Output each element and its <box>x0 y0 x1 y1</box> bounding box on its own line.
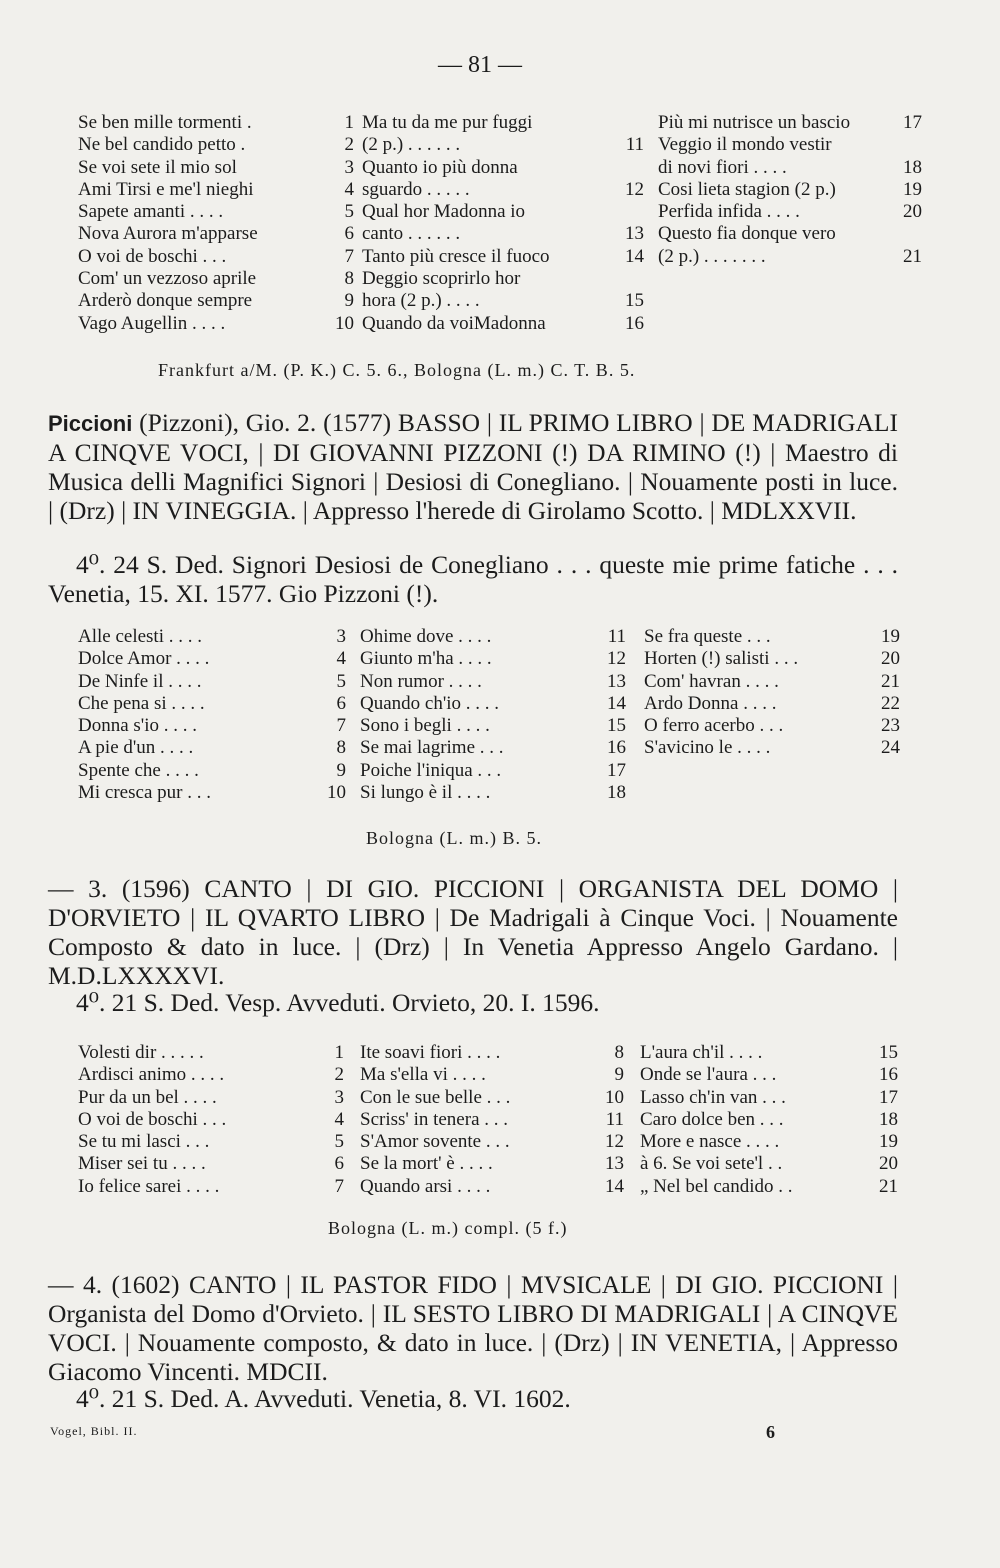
row-number: 13 <box>625 223 644 245</box>
row-title: Ite soavi fiori . . . . <box>360 1042 501 1063</box>
row-title: Quando da voiMadonna <box>362 312 546 334</box>
row-number: 18 <box>879 1108 898 1130</box>
table-row <box>78 1064 344 1086</box>
row-title: Tanto più cresce il fuoco <box>362 245 550 267</box>
row-number: 11 <box>607 626 626 647</box>
row-title: Veggio il mondo vestir <box>658 134 832 156</box>
table-row <box>78 760 346 782</box>
row-title: (2 p.) . . . . . . . <box>658 245 766 267</box>
citation-1: Frankfurt a/M. (P. K.) C. 5. 6., Bologna (L. m.) C. T. B. 5. <box>158 360 636 380</box>
row-title: Com' havran . . . . <box>644 670 779 692</box>
table-row <box>640 1109 898 1131</box>
row-number: 9 <box>344 290 354 312</box>
row-title: Sono i begli . . . . <box>360 715 490 737</box>
row-number <box>640 157 644 179</box>
table-row <box>360 1131 624 1153</box>
row-title: Quanto io più donna <box>362 156 518 178</box>
row-title: Ne bel candido petto . <box>78 134 246 156</box>
row-number: 14 <box>607 692 626 714</box>
row-title: Pur da un bel . . . . <box>78 1086 217 1108</box>
row-number: 16 <box>625 312 644 334</box>
table-row <box>644 626 900 648</box>
row-number: 4 <box>344 178 354 200</box>
table-row <box>78 201 354 223</box>
row-number: 1 <box>344 112 354 133</box>
table-row <box>78 157 354 179</box>
table-row <box>658 112 922 134</box>
table-row <box>640 1176 898 1198</box>
row-number: 10 <box>605 1086 624 1108</box>
row-title: Vago Augellin . . . . <box>78 312 226 334</box>
table-column-2 <box>362 112 644 335</box>
row-title: Quando arsi . . . . <box>360 1175 491 1197</box>
row-number: 18 <box>607 782 626 804</box>
table-row <box>78 1042 344 1064</box>
row-title: Ma s'ella vi . . . . <box>360 1064 486 1086</box>
table-row <box>78 693 346 715</box>
row-number <box>640 112 644 134</box>
table-row <box>362 268 644 290</box>
entry-lead-name: Piccioni <box>48 411 133 436</box>
contents-table-1 <box>78 112 922 335</box>
citation-3: Bologna (L. m.) compl. (5 f.) <box>328 1218 568 1238</box>
table-row <box>640 1042 898 1064</box>
row-number: 17 <box>879 1086 898 1108</box>
table-row <box>78 1087 344 1109</box>
row-title: More e nasce . . . . <box>640 1131 780 1153</box>
row-title: Dolce Amor . . . . <box>78 648 210 670</box>
table-row <box>658 201 922 223</box>
row-title: Si lungo è il . . . . <box>360 782 491 804</box>
row-title: Qual hor Madonna io <box>362 201 526 223</box>
row-title: Spente che . . . . <box>78 759 199 781</box>
table-row <box>360 1087 624 1109</box>
row-number: 23 <box>881 715 900 737</box>
contents-table-2 <box>78 626 900 804</box>
row-title: „ Nel bel candido . . <box>640 1175 793 1197</box>
row-number: 12 <box>607 648 626 670</box>
row-title: Scriss' in tenera . . . <box>360 1108 509 1130</box>
table-row <box>644 737 900 759</box>
table-column-3 <box>640 1042 898 1198</box>
row-number: 24 <box>881 737 900 759</box>
table-column-2 <box>360 1042 624 1198</box>
table-row <box>362 157 644 179</box>
row-title: Miser sei tu . . . . <box>78 1153 206 1175</box>
row-number: 3 <box>334 1086 344 1108</box>
table-row <box>644 648 900 670</box>
row-number: 11 <box>625 134 644 156</box>
row-number: 4 <box>336 648 346 670</box>
table-row <box>360 782 626 804</box>
row-title: Donna s'io . . . . <box>78 715 198 737</box>
row-title: Horten (!) salisti . . . <box>644 648 799 670</box>
row-title: Ardo Donna . . . . <box>644 692 777 714</box>
table-row <box>78 671 346 693</box>
row-number: 21 <box>903 245 922 267</box>
table-row <box>360 760 626 782</box>
table-row <box>362 179 644 201</box>
table-row <box>360 1042 624 1064</box>
row-number: 8 <box>344 268 354 290</box>
table-row <box>362 223 644 245</box>
table-row <box>640 1087 898 1109</box>
table-column-1 <box>78 1042 344 1198</box>
table-row <box>360 693 626 715</box>
table-row <box>644 693 900 715</box>
row-number <box>918 223 922 245</box>
table-columns <box>78 1042 898 1198</box>
table-row <box>78 268 354 290</box>
row-title: Nova Aurora m'apparse <box>78 223 258 245</box>
row-number: 16 <box>879 1064 898 1086</box>
row-number: 7 <box>334 1175 344 1197</box>
row-number: 21 <box>879 1175 898 1197</box>
table-column-1 <box>78 626 346 804</box>
table-row <box>658 179 922 201</box>
row-number: 2 <box>344 134 354 156</box>
table-row <box>78 179 354 201</box>
row-title: Ami Tirsi e me'l nieghi <box>78 178 254 200</box>
row-number: 7 <box>336 715 346 737</box>
table-row <box>78 1109 344 1131</box>
page-number: — 81 — <box>438 52 522 78</box>
footer-signature: Vogel, Bibl. II. <box>50 1424 138 1438</box>
row-number: 15 <box>607 715 626 737</box>
table-row <box>360 671 626 693</box>
row-title: Se la mort' è . . . . <box>360 1153 493 1175</box>
row-title: Cosi lieta stagion (2 p.) <box>658 178 836 200</box>
entry-format-3: 4⁰. 21 S. Ded. Vesp. Avveduti. Orvieto, 20. I. 1596. <box>76 988 600 1017</box>
row-number: 22 <box>881 692 900 714</box>
row-title: L'aura ch'il . . . . <box>640 1042 763 1063</box>
table-row <box>658 157 922 179</box>
row-number: 6 <box>334 1153 344 1175</box>
row-number: 15 <box>625 290 644 312</box>
row-title: Deggio scoprirlo hor <box>362 268 521 290</box>
row-title: Onde se l'aura . . . <box>640 1064 777 1086</box>
table-row <box>362 246 644 268</box>
row-title: Se voi sete il mio sol <box>78 156 237 178</box>
entry-text: (Pizzoni), Gio. 2. (1577) BASSO | IL PRIMO LIBRO | DE MADRIGALI A CINQVE VOCI, | DI GIOVANNI PIZZONI (!) DA RIMINO (!) | Maestro di Musica delli Magnifici Signori | Desiosi di Conegliano. | Nouamente posti in luce. | (Drz) | IN VINEGGIA. | Appresso l'herede di Girolamo Scotto. | MDLXXVII. <box>48 408 898 525</box>
table-row <box>78 737 346 759</box>
table-row <box>78 313 354 335</box>
table-row <box>658 246 922 268</box>
row-title: Caro dolce ben . . . <box>640 1108 784 1130</box>
row-title: Lasso ch'in van . . . <box>640 1086 786 1108</box>
row-number: 13 <box>605 1153 624 1175</box>
row-title: sguardo . . . . . <box>362 178 470 200</box>
contents-table-3 <box>78 1042 898 1198</box>
table-row <box>78 290 354 312</box>
entry-piccioni-3 <box>48 874 898 990</box>
table-row <box>640 1064 898 1086</box>
row-title: à 6. Se voi sete'l . . <box>640 1153 783 1175</box>
row-number: 6 <box>344 223 354 245</box>
table-row <box>78 715 346 737</box>
row-title: Più mi nutrisce un bascio <box>658 112 851 133</box>
table-row <box>360 1176 624 1198</box>
entry-piccioni-4 <box>48 1270 898 1386</box>
row-number: 5 <box>336 670 346 692</box>
table-row <box>362 134 644 156</box>
table-row <box>360 626 626 648</box>
table-row <box>362 313 644 335</box>
entry-text: — 4. (1602) CANTO | IL PASTOR FIDO | MVSICALE | DI GIO. PICCIONI | Organista del Domo d'Orvieto. | IL SESTO LIBRO DI MADRIGALI | A CINQVE VOCI. | Nouamente composto, & dato in luce. | (Drz) | IN VENETIA, | Appresso Giacomo Vincenti. MDCII. <box>48 1270 898 1386</box>
table-row <box>644 715 900 737</box>
row-title: hora (2 p.) . . . . <box>362 290 480 312</box>
row-number: 6 <box>336 692 346 714</box>
row-title: Perfida infida . . . . <box>658 201 800 223</box>
table-column-3 <box>658 112 922 335</box>
row-number: 13 <box>607 670 626 692</box>
row-title: O ferro acerbo . . . <box>644 715 784 737</box>
table-row <box>644 671 900 693</box>
row-title: Io felice sarei . . . . <box>78 1175 220 1197</box>
table-column-2 <box>360 626 626 804</box>
entry-piccioni-2 <box>48 408 898 525</box>
row-title: Con le sue belle . . . <box>360 1086 511 1108</box>
entry-text: — 3. (1596) CANTO | DI GIO. PICCIONI | ORGANISTA DEL DOMO | D'ORVIETO | IL QVARTO LIBRO | De Madrigali à Cinque Voci. | Nouamente Composto & dato in luce. | (Drz) | In Venetia Appresso Angelo Gardano. | M.D.LXXXXVI. <box>48 874 898 990</box>
row-number: 21 <box>881 670 900 692</box>
row-title: Se ben mille tormenti . <box>78 112 252 133</box>
table-row <box>78 626 346 648</box>
row-number <box>640 201 644 223</box>
footer-sheet-number: 6 <box>766 1422 775 1442</box>
row-number: 3 <box>344 156 354 178</box>
table-row <box>78 223 354 245</box>
row-title: canto . . . . . . <box>362 223 461 245</box>
row-title: Quando ch'io . . . . <box>360 692 500 714</box>
row-title: Com' un vezzoso aprile <box>78 268 257 290</box>
table-row <box>362 112 644 134</box>
row-title: Sapete amanti . . . . <box>78 201 224 223</box>
row-title: Arderò donque sempre <box>78 290 253 312</box>
row-number: 9 <box>336 759 346 781</box>
row-number: 8 <box>336 737 346 759</box>
row-number: 5 <box>334 1131 344 1153</box>
table-row <box>78 112 354 134</box>
table-columns <box>78 626 900 804</box>
table-column-3 <box>644 626 900 804</box>
row-title: Mi cresca pur . . . <box>78 782 211 804</box>
table-row <box>362 201 644 223</box>
row-title: Se tu mi lasci . . . <box>78 1131 210 1153</box>
table-row <box>360 1109 624 1131</box>
row-number: 20 <box>903 201 922 223</box>
table-column-1 <box>78 112 354 335</box>
row-title: Se fra queste . . . <box>644 626 771 647</box>
row-number: 14 <box>605 1175 624 1197</box>
row-number: 11 <box>605 1108 624 1130</box>
row-number: 15 <box>879 1042 898 1063</box>
row-number: 20 <box>879 1153 898 1175</box>
row-title: Che pena si . . . . <box>78 692 205 714</box>
row-number: 8 <box>614 1042 624 1063</box>
row-title: (2 p.) . . . . . . <box>362 134 461 156</box>
row-title: Ohime dove . . . . <box>360 626 492 647</box>
row-number: 10 <box>327 782 346 804</box>
table-row <box>78 246 354 268</box>
table-row <box>658 134 922 156</box>
table-row <box>78 1176 344 1198</box>
row-number: 3 <box>336 626 346 647</box>
table-row <box>78 1153 344 1175</box>
table-row <box>362 290 644 312</box>
table-row <box>78 648 346 670</box>
row-number: 19 <box>903 178 922 200</box>
table-row <box>78 1131 344 1153</box>
row-number <box>640 268 644 290</box>
table-columns <box>78 112 922 335</box>
table-row <box>658 223 922 245</box>
row-number: 19 <box>879 1131 898 1153</box>
row-number: 9 <box>614 1064 624 1086</box>
row-number: 14 <box>625 245 644 267</box>
row-title: Poiche l'iniqua . . . <box>360 759 502 781</box>
entry-format-2: 4⁰. 24 S. Ded. Signori Desiosi de Conegliano . . . queste mie prime fatiche . . . Venetia, 15. XI. 1577. Gio Pizzoni (!). <box>48 550 898 608</box>
row-number: 19 <box>881 626 900 647</box>
row-number: 16 <box>607 737 626 759</box>
table-row <box>360 737 626 759</box>
row-title: Alle celesti . . . . <box>78 626 202 647</box>
row-title: Non rumor . . . . <box>360 670 482 692</box>
row-number: 12 <box>605 1131 624 1153</box>
row-title: Se mai lagrime . . . <box>360 737 504 759</box>
row-title: Giunto m'ha . . . . <box>360 648 492 670</box>
row-number: 18 <box>903 156 922 178</box>
row-title: di novi fiori . . . . <box>658 156 787 178</box>
row-number <box>918 134 922 156</box>
row-number: 1 <box>334 1042 344 1063</box>
table-row <box>78 134 354 156</box>
row-number: 10 <box>335 312 354 334</box>
table-row <box>360 1153 624 1175</box>
table-row <box>360 715 626 737</box>
row-title: Questo fia donque vero <box>658 223 836 245</box>
row-number: 7 <box>344 245 354 267</box>
row-title: Ma tu da me pur fuggi <box>362 112 533 133</box>
entry-format-4: 4⁰. 21 S. Ded. A. Avveduti. Venetia, 8. VI. 1602. <box>76 1384 571 1413</box>
citation-2: Bologna (L. m.) B. 5. <box>366 828 542 848</box>
row-title: S'Amor sovente . . . <box>360 1131 510 1153</box>
row-number: 5 <box>344 201 354 223</box>
row-title: O voi de boschi . . . <box>78 245 227 267</box>
row-title: De Ninfe il . . . . <box>78 670 202 692</box>
table-row <box>360 1064 624 1086</box>
row-number: 4 <box>334 1108 344 1130</box>
row-number: 17 <box>903 112 922 133</box>
row-title: O voi de boschi . . . <box>78 1108 227 1130</box>
row-title: Ardisci animo . . . . <box>78 1064 225 1086</box>
row-number: 2 <box>334 1064 344 1086</box>
table-row <box>640 1131 898 1153</box>
row-number: 20 <box>881 648 900 670</box>
table-row <box>640 1153 898 1175</box>
row-number: 12 <box>625 178 644 200</box>
row-number: 17 <box>607 759 626 781</box>
row-title: A pie d'un . . . . <box>78 737 194 759</box>
table-row <box>78 782 346 804</box>
row-title: S'avicino le . . . . <box>644 737 771 759</box>
row-title: Volesti dir . . . . . <box>78 1042 204 1063</box>
table-row <box>360 648 626 670</box>
